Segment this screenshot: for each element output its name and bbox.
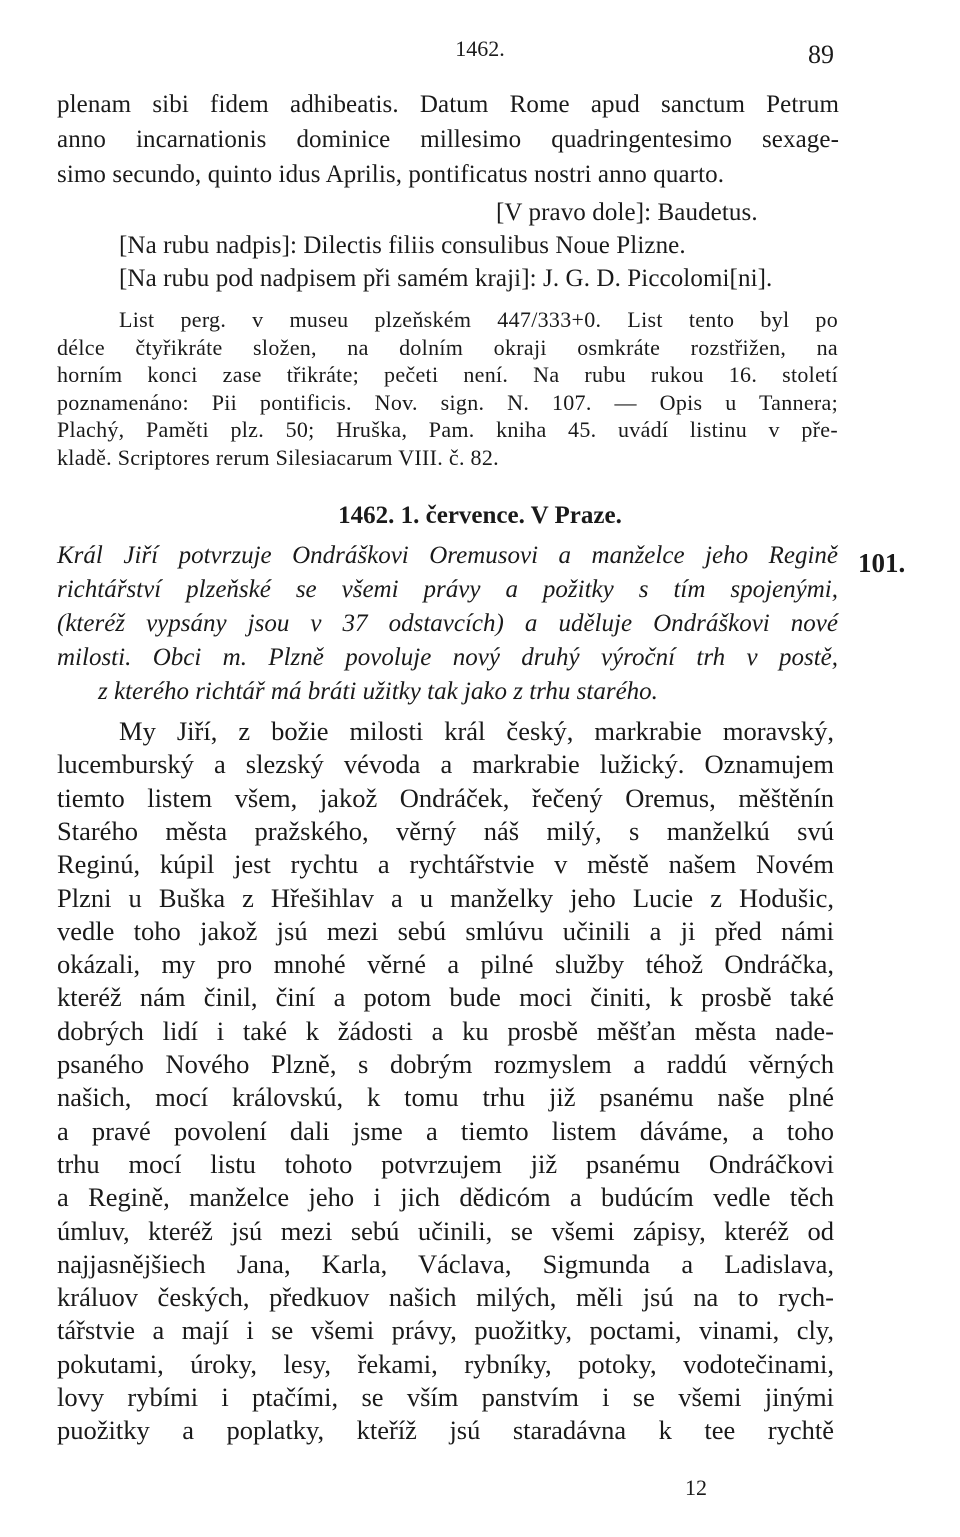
- text-line: trhu mocí listu tohoto potvrzujem již psanému Ondráčkovi: [57, 1148, 834, 1179]
- running-head-year: 1462.: [455, 36, 505, 61]
- note-line: kladě. Scriptores rerum Silesiacarum VIII. č. 82.: [57, 444, 499, 470]
- document-number: 101.: [858, 548, 906, 578]
- text-line: plenam sibi fidem adhibeatis. Datum Rome apud sanctum Petrum: [57, 91, 839, 118]
- endorsement-line: [V pravo dole]: Baudetus.: [496, 199, 758, 226]
- page-number: 89: [808, 40, 834, 69]
- text-line: tářstvie a mají i se všemi právy, puožitky, poctami, vinami, cly,: [57, 1315, 834, 1346]
- text-line: našich, mocí královskú, k tomu trhu již psanému naše plné: [57, 1082, 834, 1113]
- note-line: List perg. v museu plzeňském 447/333+0. List tento byl po: [119, 307, 838, 332]
- text-line: králuov českých, předkuov našich milých, měli jsú na to rych-: [57, 1282, 834, 1313]
- text-line: dobrých lidí i také k žádosti a ku prosbě měšťan města nade-: [57, 1015, 834, 1046]
- text-line: úmluv, kteréž jsú mezi sebú učinili, se všemi zápisy, kteréž od: [57, 1215, 834, 1246]
- text-line: puožitky a poplatky, kteříž jsú staradávna k tee rychtě: [57, 1415, 834, 1446]
- text-line: lovy rybími i ptačími, se vším panstvím i se všemi jinými: [57, 1382, 834, 1412]
- endorsement-line: [Na rubu pod nadpisem při samém kraji]: J. G. D. Piccolomi[ni].: [119, 265, 773, 292]
- text-line: psaného Nového Plzně, s dobrým rozmyslem a raddú věrných: [57, 1049, 834, 1079]
- regest-line: Král Jiří potvrzuje Ondráškovi Oremusovi a manželce jeho Regině: [57, 542, 838, 569]
- signature-mark: 12: [685, 1475, 707, 1500]
- text-line: lucemburský a slezský vévoda a markrabie lužický. Oznamujem: [57, 749, 834, 780]
- note-line: délce čtyřikráte složen, na dolním okraji osmkráte rozstřižen, na: [57, 334, 838, 360]
- regest-line: z kterého richtář má bráti užitky tak jako z trhu starého.: [98, 678, 658, 705]
- text-line: vedle toho jakož jsú mezi sebú smlúvu učinili a ji před námi: [57, 915, 834, 946]
- text-line: simo secundo, quinto idus Aprilis, pontificatus nostri anno quarto.: [57, 161, 725, 188]
- text-line: pokutami, úroky, lesy, řekami, rybníky, potoky, vodotečinami,: [57, 1348, 834, 1379]
- text-line: Plzni u Buška z Hřešihlav a u manželky jeho Lucie z Hodušic,: [57, 882, 834, 913]
- note-line: poznamenáno: Pii pontificis. Nov. sign. N. 107. — Opis u Tannera;: [57, 389, 838, 415]
- regest-line: richtářství plzeňské se všemi právy a požitky s tím spojenými,: [57, 576, 838, 603]
- text-line: Reginú, kúpil jest rychtu a rychtářstvie v městě našem Novém: [57, 849, 834, 880]
- text-line: My Jiří, z božie milosti král český, markrabie moravský,: [119, 716, 834, 746]
- note-line: horním konci zase třikráte; pečeti není. Na rubu rukou 16. století: [57, 362, 838, 387]
- text-line: anno incarnationis dominice millesimo quadringentesimo sexage-: [57, 126, 839, 153]
- text-line: Starého města pražského, věrný náš milý, s manželkú svú: [57, 815, 834, 846]
- text-line: a pravé povolení dali jsme a tiemto listem dáváme, a toho: [57, 1115, 834, 1146]
- document-date-heading: 1462. 1. července. V Praze.: [338, 502, 622, 529]
- regest-line: milosti. Obci m. Plzně povoluje nový druhý výroční trh v postě,: [57, 644, 838, 671]
- text-line: okázali, my pro mnohé věrné a pilné služby téhož Ondráčka,: [57, 949, 834, 980]
- text-line: najjasnějšiech Jana, Karla, Václava, Sigmunda a Ladislava,: [57, 1248, 834, 1279]
- endorsement-line: [Na rubu nadpis]: Dilectis filiis consulibus Noue Plizne.: [119, 232, 686, 259]
- note-line: Plachý, Paměti plz. 50; Hruška, Pam. kniha 45. uvádí listinu v pře-: [57, 417, 838, 442]
- text-line: tiemto listem všem, jakož Ondráček, řečený Oremus, měštěnín: [57, 782, 834, 813]
- text-line: kteréž nám činil, činí a potom bude moci činiti, k prosbě také: [57, 982, 834, 1013]
- regest-line: (kteréž vypsány jsou v 37 odstavcích) a uděluje Ondráškovi nové: [57, 610, 838, 637]
- text-line: a Regině, manželce jeho i jich dědicóm a budúcím vedle těch: [57, 1182, 834, 1213]
